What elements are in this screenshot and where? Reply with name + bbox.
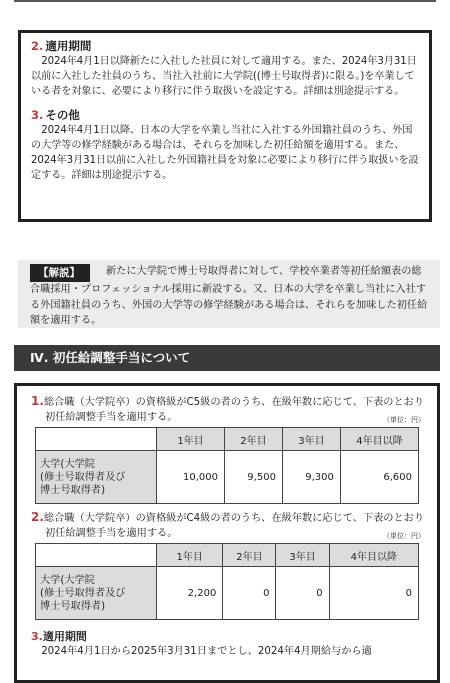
table-row — [36, 567, 419, 620]
table-cell: 0 — [276, 567, 329, 620]
table-corner — [36, 428, 157, 451]
explanation-tag: 【解説】 — [30, 264, 90, 282]
col-header: 3年目 — [276, 544, 329, 567]
table-cell: 9,500 — [225, 451, 283, 504]
unit-label: （単位：円） — [383, 532, 425, 540]
col-header: 2年目 — [223, 544, 276, 567]
period-paragraph-2: 2024年4月1日から2025年3月31日までとし、2024年4月期給与から適 — [41, 646, 372, 657]
section-title: 適用期間 — [45, 39, 92, 53]
row-header-line: 博士号取得者) — [40, 600, 106, 612]
row-header — [36, 451, 157, 504]
section-heading-other — [31, 108, 419, 123]
item-number: 3. — [31, 630, 43, 643]
section-title: 適用期間 — [42, 630, 87, 643]
table-row — [36, 451, 419, 504]
section-number: 2. — [31, 39, 44, 53]
explanation-body: 新たに大学院で博士号取得者に対して、学校卒業者等初任給額表の総合職採用・プロフェッショナル採用に新設する。又、日本の大学を卒業し当社に入社する外国籍社員のうち、外国の大学等の修学経験がある場合は、それらを加味した初任給額を適用する。 — [30, 266, 428, 326]
section-heading-period — [31, 39, 419, 54]
col-header: 1年目 — [157, 544, 223, 567]
row-header-line: 博士号取得者) — [40, 484, 106, 496]
table-corner — [36, 544, 157, 567]
row-header-line: (修士号取得者及び — [40, 587, 126, 599]
unit-label: （単位：円） — [383, 416, 425, 424]
item-number: 1. — [31, 394, 44, 408]
col-header: 1年目 — [157, 428, 225, 451]
allowance-box — [14, 383, 440, 683]
table-cell: 0 — [223, 567, 276, 620]
table-cell: 9,300 — [282, 451, 340, 504]
allowance-table-c5 — [35, 427, 419, 504]
explanation-text — [30, 264, 430, 329]
top-rule — [14, 0, 436, 2]
table-cell: 10,000 — [157, 451, 225, 504]
col-header: 4年目以降 — [340, 428, 418, 451]
explanation-box — [18, 260, 440, 328]
row-header — [36, 567, 157, 620]
other-paragraph: 2024年4月1日以降、日本の大学を卒業し当社に入社する外国籍社員のうち、外国の大学等の修学経験がある場合は、それらを加味した初任給額を適用する。また、2024年3月31日以前に入社した外国籍社員を対象に必要により移行に伴う取扱いを設定する。詳細は別途提示する。 — [31, 124, 419, 182]
table-cell: 2,200 — [157, 567, 223, 620]
item-text: 総合職（大学院卒）の資格級がC5級の者のうち、在級年数に応じて、下表のとおり初任給調整手当を適用する。 — [43, 397, 425, 423]
row-header-line: 大学(大学院 — [40, 458, 95, 470]
item-text: 総合職（大学院卒）の資格級がC4級の者のうち、在級年数に応じて、下表のとおり初任給調整手当を適用する。 — [43, 513, 425, 539]
section-banner: Ⅳ. 初任給調整手当について — [14, 345, 440, 371]
col-header: 2年目 — [225, 428, 283, 451]
rules-box — [18, 30, 432, 222]
section-title: その他 — [45, 107, 80, 122]
section-number: 3. — [31, 107, 44, 122]
row-header-line: 大学(大学院 — [40, 574, 95, 586]
section-heading-period-2 — [31, 628, 427, 644]
allowance-table-c4 — [35, 543, 419, 620]
period-paragraph: 2024年4月1日以降新たに入社した社員に対して適用する。また、2024年3月31日以前に入社した社員のうち、当社入社前に大学院((博士号取得者)に限る。)を卒業している者を対象に、必要により移行に伴う取扱いを設定する。詳細は別途提示する。 — [31, 56, 417, 98]
table-cell: 0 — [329, 567, 418, 620]
table-cell: 6,600 — [340, 451, 418, 504]
item-number: 2. — [31, 510, 44, 524]
col-header: 4年目以降 — [329, 544, 418, 567]
col-header: 3年目 — [282, 428, 340, 451]
row-header-line: (修士号取得者及び — [40, 471, 126, 483]
